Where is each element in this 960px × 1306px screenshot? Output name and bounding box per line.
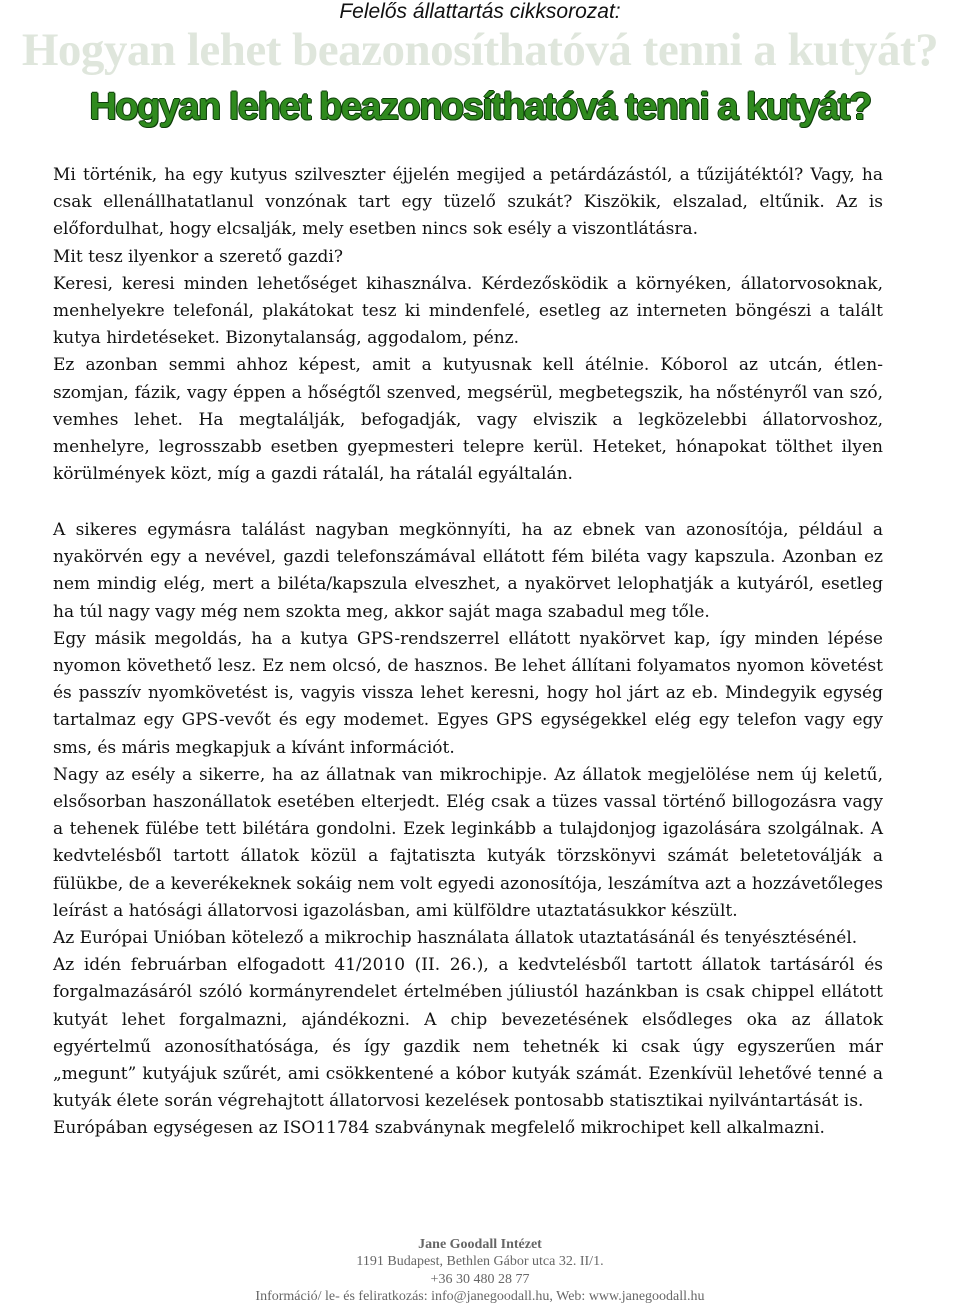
paragraph: Egy másik megoldás, ha a kutya GPS-rendszerrel ellátott nyakörvet kap, így minden lépése nyomon követhető lesz. Ez nem olcsó, de hasznos. Be lehet állítani folyamatos nyomon követést és passzív nyomkövetést is, vagyis vissza lehet keresni, hogy hol járt az eb. Mindegyik egység tartalmaz egy GPS-vevőt és egy modemet. Egyes GPS egységekkel elég egy telefon vagy egy sms, és máris megkapjuk a kívánt információt. bbox=[53, 628, 883, 758]
footer-phone: +36 30 480 28 77 bbox=[430, 1271, 530, 1287]
footer-org: Jane Goodall Intézet bbox=[418, 1237, 542, 1252]
page-footer bbox=[0, 1236, 960, 1306]
paragraph: Keresi, keresi minden lehetőséget kihasználva. Kérdezősködik a környéken, állatorvosoknak, menhelyekre telefonál, plakátokat tesz ki mindenfelé, esetleg az interneten böngészi a talált kutya hirdetéseket. Bizonytalanság, aggodalom, pénz. bbox=[53, 273, 883, 349]
paragraph: Európában egységesen az ISO11784 szabványnak megfelelő mikrochipet kell alkalmazni. bbox=[53, 1118, 825, 1139]
series-title: Felelős állattartás cikksorozat: bbox=[339, 0, 621, 23]
page-title: Hogyan lehet beazonosíthatóvá tenni a kutyát? bbox=[89, 86, 871, 128]
article-section-1 bbox=[53, 162, 883, 488]
article-section-2 bbox=[53, 517, 883, 1143]
footer-address: 1191 Budapest, Bethlen Gábor utca 32. II/1. bbox=[356, 1254, 604, 1270]
paragraph: A sikeres egymásra találást nagyban megkönnyíti, ha az ebnek van azonosítója, például a nyakörvén egy a nevével, gazdi telefonszámával ellátott fém biléta vagy kapszula. Azonban ez nem mindig elég, mert a biléta/kapszula elveszhet, a nyakörvet lelophatják a kutyáról, esetleg ha túl nagy vagy még nem szokta meg, akkor saját maga szabadul meg tőle. bbox=[53, 520, 883, 622]
ghost-title-watermark: Hogyan lehet beazonosíthatóvá tenni a kutyát? bbox=[21, 24, 939, 76]
paragraph: Mit tesz ilyenkor a szerető gazdi? bbox=[53, 246, 343, 267]
paragraph: Nagy az esély a sikerre, ha az állatnak van mikrochipje. Az állatok megjelölése nem új keletű, elsősorban haszonállatok esetében elterjedt. Elég csak a tüzes vassal történő billogozásra vagy a tehenek fülébe tett bilétára gondolni. Ezek leginkább a tulajdonjog igazolására szolgálnak. A kedvtelésből tartott állatok közül a fajtatiszta kutyák törzskönyvi számát beletetoválják a fülükbe, de a keverékeknek sokáig nem volt egyedi azonosítója, leszámítva azt a hozzávetőleges leírást a hatósági állatorvosi igazolásban, ami külföldre utaztatásukkor készült. bbox=[53, 764, 883, 921]
paragraph: Az idén februárban elfogadott 41/2010 (II. 26.), a kedvtelésből tartott állatok tartásáról és forgalmazásáról szóló kormányrendelet értelmében júliustól hazánkban is csak chippel ellátott kutyát lehet forgalmazni, ajándékozni. A chip bevezetésének elsődleges oka az állatok egyértelmű azonosíthatósága, és így gazdik nem tehetnék ki csak úgy egyszerűen már „megunt” kutyájuk szűrét, ami csökkentené a kóbor kutyák számát. Ezenkívül lehetővé tenné a kutyák élete során végrehajtott állatorvosi kezelések pontosabb statisztikai nyilvántartását is. bbox=[53, 955, 883, 1112]
paragraph: Ez azonban semmi ahhoz képest, amit a kutyusnak kell átélnie. Kóborol az utcán, étlen-szomjan, fázik, vagy éppen a hőségtől szenved, megsérül, megbetegszik, ha nőstényről van szó, vemhes lehet. Ha megtalálják, befogadják, vagy elviszik a legközelebbi állatorvoshoz, menhelyre, legrosszabb esetben gyepmesteri telepre kerül. Heteket, hónapokat tölthet ilyen körülmények közt, míg a gazdi rátalál, ha rátalál egyáltalán. bbox=[53, 355, 883, 485]
paragraph: Mi történik, ha egy kutyus szilveszter éjjelén megijed a petárdázástól, a tűzijátéktól? Vagy, ha csak ellenállhatatlanul vonzónak tart egy tüzelő szukát? Kiszökik, elszalad, eltűnik. Az is előfordulhat, hogy elcsalják, mely esetben nincs sok esély a viszontlátásra. bbox=[53, 165, 883, 240]
footer-contact: Információ/ le- és feliratkozás: info@janegoodall.hu, Web: www.janegoodall.hu bbox=[255, 1289, 705, 1305]
paragraph: Az Európai Unióban kötelező a mikrochip használata állatok utaztatásánál és tenyésztésénél. bbox=[53, 928, 858, 949]
